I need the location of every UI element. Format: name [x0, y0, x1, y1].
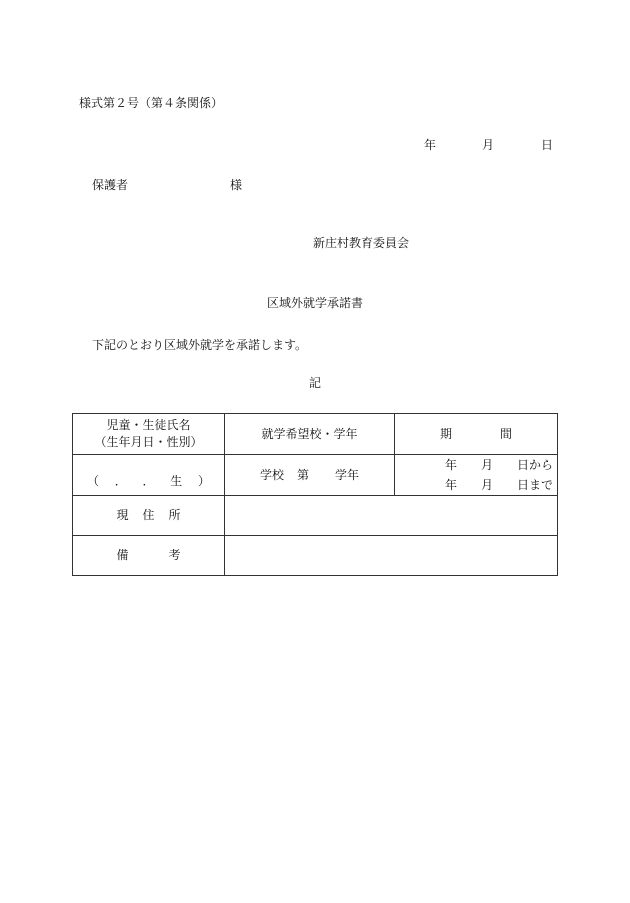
date-month-label: 月 [482, 138, 495, 152]
remarks-label-char-1: 備 [116, 548, 129, 563]
address-label-char-1: 現 [116, 508, 129, 523]
birth-dot-1: ． [114, 474, 127, 489]
header-row [73, 414, 558, 455]
date-day-label: 日 [541, 138, 554, 152]
address-value-cell[interactable] [225, 496, 558, 536]
school-label: 学校 [259, 467, 284, 482]
recipient-label: 保護者 [92, 178, 129, 192]
grade-label: 学年 [335, 467, 360, 482]
period-value-cell [395, 455, 558, 496]
child-header-line1: 児童・生徒氏名 [106, 418, 191, 433]
period-to-line [395, 475, 557, 495]
remarks-row [73, 536, 558, 576]
period-header-b: 間 [500, 426, 513, 441]
address-row [73, 496, 558, 536]
period-header-a: 期 [439, 426, 452, 441]
issuer-name: 新庄村教育委員会 [313, 236, 410, 250]
school-header: 就学希望校・学年 [261, 426, 358, 441]
remarks-value-cell[interactable] [225, 536, 558, 576]
ki-marker: 記 [308, 376, 321, 390]
birth-sei: 生 [170, 474, 183, 489]
school-value-cell [225, 455, 395, 496]
remarks-label-cell [73, 536, 225, 576]
school-header-cell [225, 414, 395, 455]
dai-label: 第 [296, 467, 309, 482]
value-row [73, 455, 558, 496]
period-to-year: 年 [445, 477, 458, 492]
period-from-line [395, 455, 557, 475]
period-from-suffix: 日から [517, 457, 554, 472]
form-number: 様式第２号（第４条関係） [79, 96, 224, 110]
address-label-char-3: 所 [168, 508, 181, 523]
address-label-cell [73, 496, 225, 536]
birth-cell [73, 455, 225, 496]
period-header-cell [395, 414, 558, 455]
period-to-suffix: 日まで [517, 477, 554, 492]
address-label-char-2: 住 [142, 508, 155, 523]
birth-dot-2: ． [142, 474, 155, 489]
birth-close-paren: ） [197, 474, 210, 489]
body-text: 下記のとおり区域外就学を承諾します。 [92, 338, 308, 352]
period-from-year: 年 [445, 457, 458, 472]
approval-table [72, 413, 558, 576]
period-to-month: 月 [481, 477, 494, 492]
document-title: 区域外就学承諾書 [266, 296, 363, 310]
remarks-label-char-2: 考 [168, 548, 181, 563]
recipient-honorific: 様 [230, 178, 243, 192]
child-header-cell [73, 414, 225, 455]
child-header-line2: （生年月日・性別） [94, 435, 203, 449]
birth-open-paren: （ [87, 474, 100, 489]
date-year-label: 年 [424, 138, 437, 152]
period-from-month: 月 [481, 457, 494, 472]
